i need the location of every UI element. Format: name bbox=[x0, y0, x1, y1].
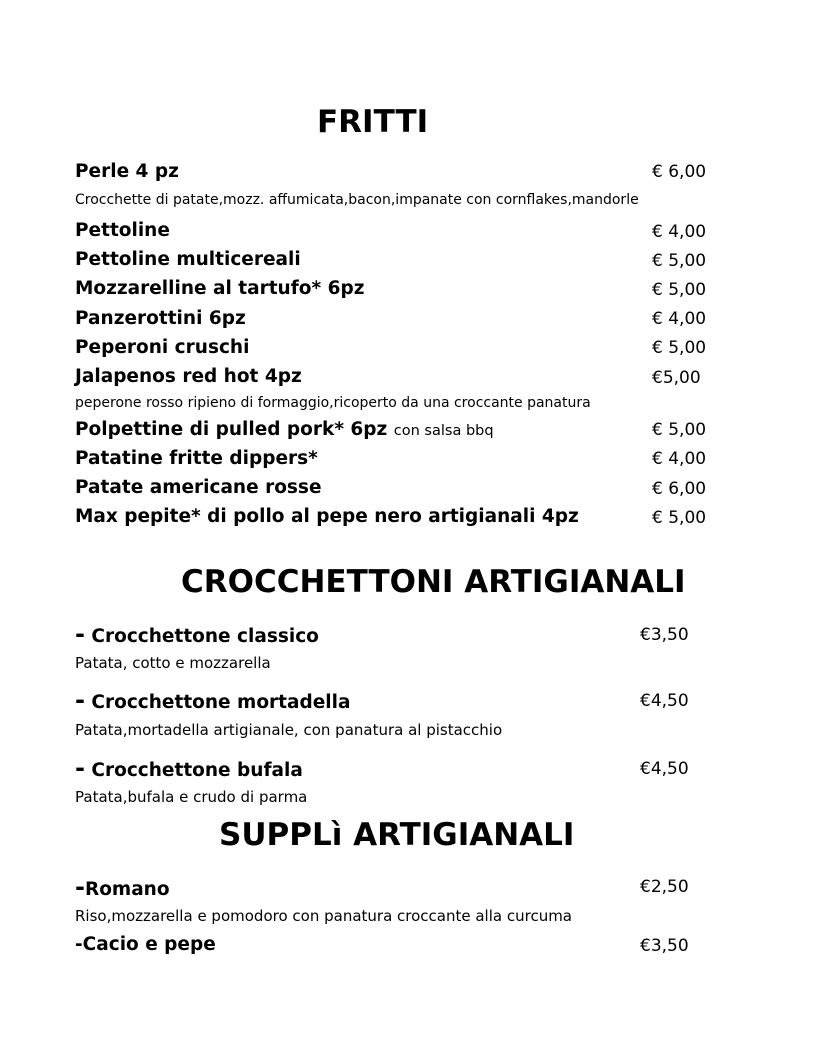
menu-item-description: Patata,bufala e crudo di parma bbox=[75, 788, 308, 806]
menu-item-name-text: Polpettine di pulled pork* 6pz bbox=[75, 419, 388, 440]
menu-item-name: -Cacio e pepe bbox=[75, 934, 216, 955]
menu-item-name: Patatine fritte dippers* bbox=[75, 448, 318, 469]
menu-item-name: Jalapenos red hot 4pz bbox=[75, 366, 302, 387]
menu-item-price: € 4,00 bbox=[652, 309, 707, 329]
menu-item-name: Patate americane rosse bbox=[75, 477, 322, 498]
menu-item-name: Perle 4 pz bbox=[75, 161, 179, 182]
menu-item-price: € 5,00 bbox=[652, 338, 707, 358]
menu-item-name: Max pepite* di pollo al pepe nero artigianali 4pz bbox=[75, 506, 579, 527]
menu-item-name-text: Romano bbox=[84, 879, 170, 900]
menu-item-description: Riso,mozzarella e pomodoro con panatura croccante alla curcuma bbox=[75, 907, 572, 925]
menu-item-description: Patata, cotto e mozzarella bbox=[75, 654, 271, 672]
menu-item-name bbox=[75, 688, 350, 713]
menu-item-price: €3,50 bbox=[640, 936, 689, 956]
menu-item-price: € 4,00 bbox=[652, 449, 707, 469]
menu-item-price: € 6,00 bbox=[652, 162, 707, 182]
menu-item-name-text: Crocchettone mortadella bbox=[91, 692, 351, 713]
menu-item-dash: - bbox=[75, 873, 85, 901]
menu-item-name: Pettoline bbox=[75, 220, 170, 241]
menu-item-price: €3,50 bbox=[640, 625, 689, 645]
menu-item-price: € 5,00 bbox=[652, 508, 707, 528]
menu-item-name bbox=[75, 421, 494, 440]
menu-item-dash: - bbox=[75, 686, 85, 714]
menu-item-description: Patata,mortadella artigianale, con panatura al pistacchio bbox=[75, 721, 503, 739]
menu-item-name: Peperoni cruschi bbox=[75, 337, 250, 358]
menu-item-price: € 5,00 bbox=[652, 420, 707, 440]
menu-item-price: € 4,00 bbox=[652, 222, 707, 242]
menu-item-note: con salsa bbq bbox=[393, 423, 494, 439]
menu-item-price: €4,50 bbox=[640, 759, 689, 779]
menu-item-name bbox=[75, 756, 303, 781]
menu-item-dash: - bbox=[75, 754, 85, 782]
menu-item-name: Pettoline multicereali bbox=[75, 249, 301, 270]
menu-item-name bbox=[75, 875, 170, 900]
menu-item-description: Crocchette di patate,mozz. affumicata,bacon,impanate con cornflakes,mandorle bbox=[75, 192, 639, 208]
menu-item-description: peperone rosso ripieno di formaggio,ricoperto da una croccante panatura bbox=[75, 395, 591, 411]
section-title-crocchettoni: CROCCHETTONI ARTIGIANALI bbox=[181, 564, 686, 600]
menu-item-name-text: Crocchettone classico bbox=[91, 626, 319, 647]
menu-item-price: €4,50 bbox=[640, 691, 689, 711]
menu-item-price: €5,00 bbox=[652, 368, 701, 388]
section-title-fritti: FRITTI bbox=[317, 104, 429, 140]
menu-item-name: Mozzarelline al tartufo* 6pz bbox=[75, 278, 365, 299]
menu-item-price: € 6,00 bbox=[652, 479, 707, 499]
menu-item-price: €2,50 bbox=[640, 877, 689, 897]
menu-item-price: € 5,00 bbox=[652, 280, 707, 300]
section-title-suppli: SUPPLì ARTIGIANALI bbox=[219, 817, 575, 853]
menu-item-price: € 5,00 bbox=[652, 251, 707, 271]
menu-item-dash: - bbox=[75, 620, 85, 648]
menu-item-name-text: Crocchettone bufala bbox=[91, 760, 303, 781]
menu-item-name: Panzerottini 6pz bbox=[75, 308, 246, 329]
menu-item-name bbox=[75, 622, 319, 647]
